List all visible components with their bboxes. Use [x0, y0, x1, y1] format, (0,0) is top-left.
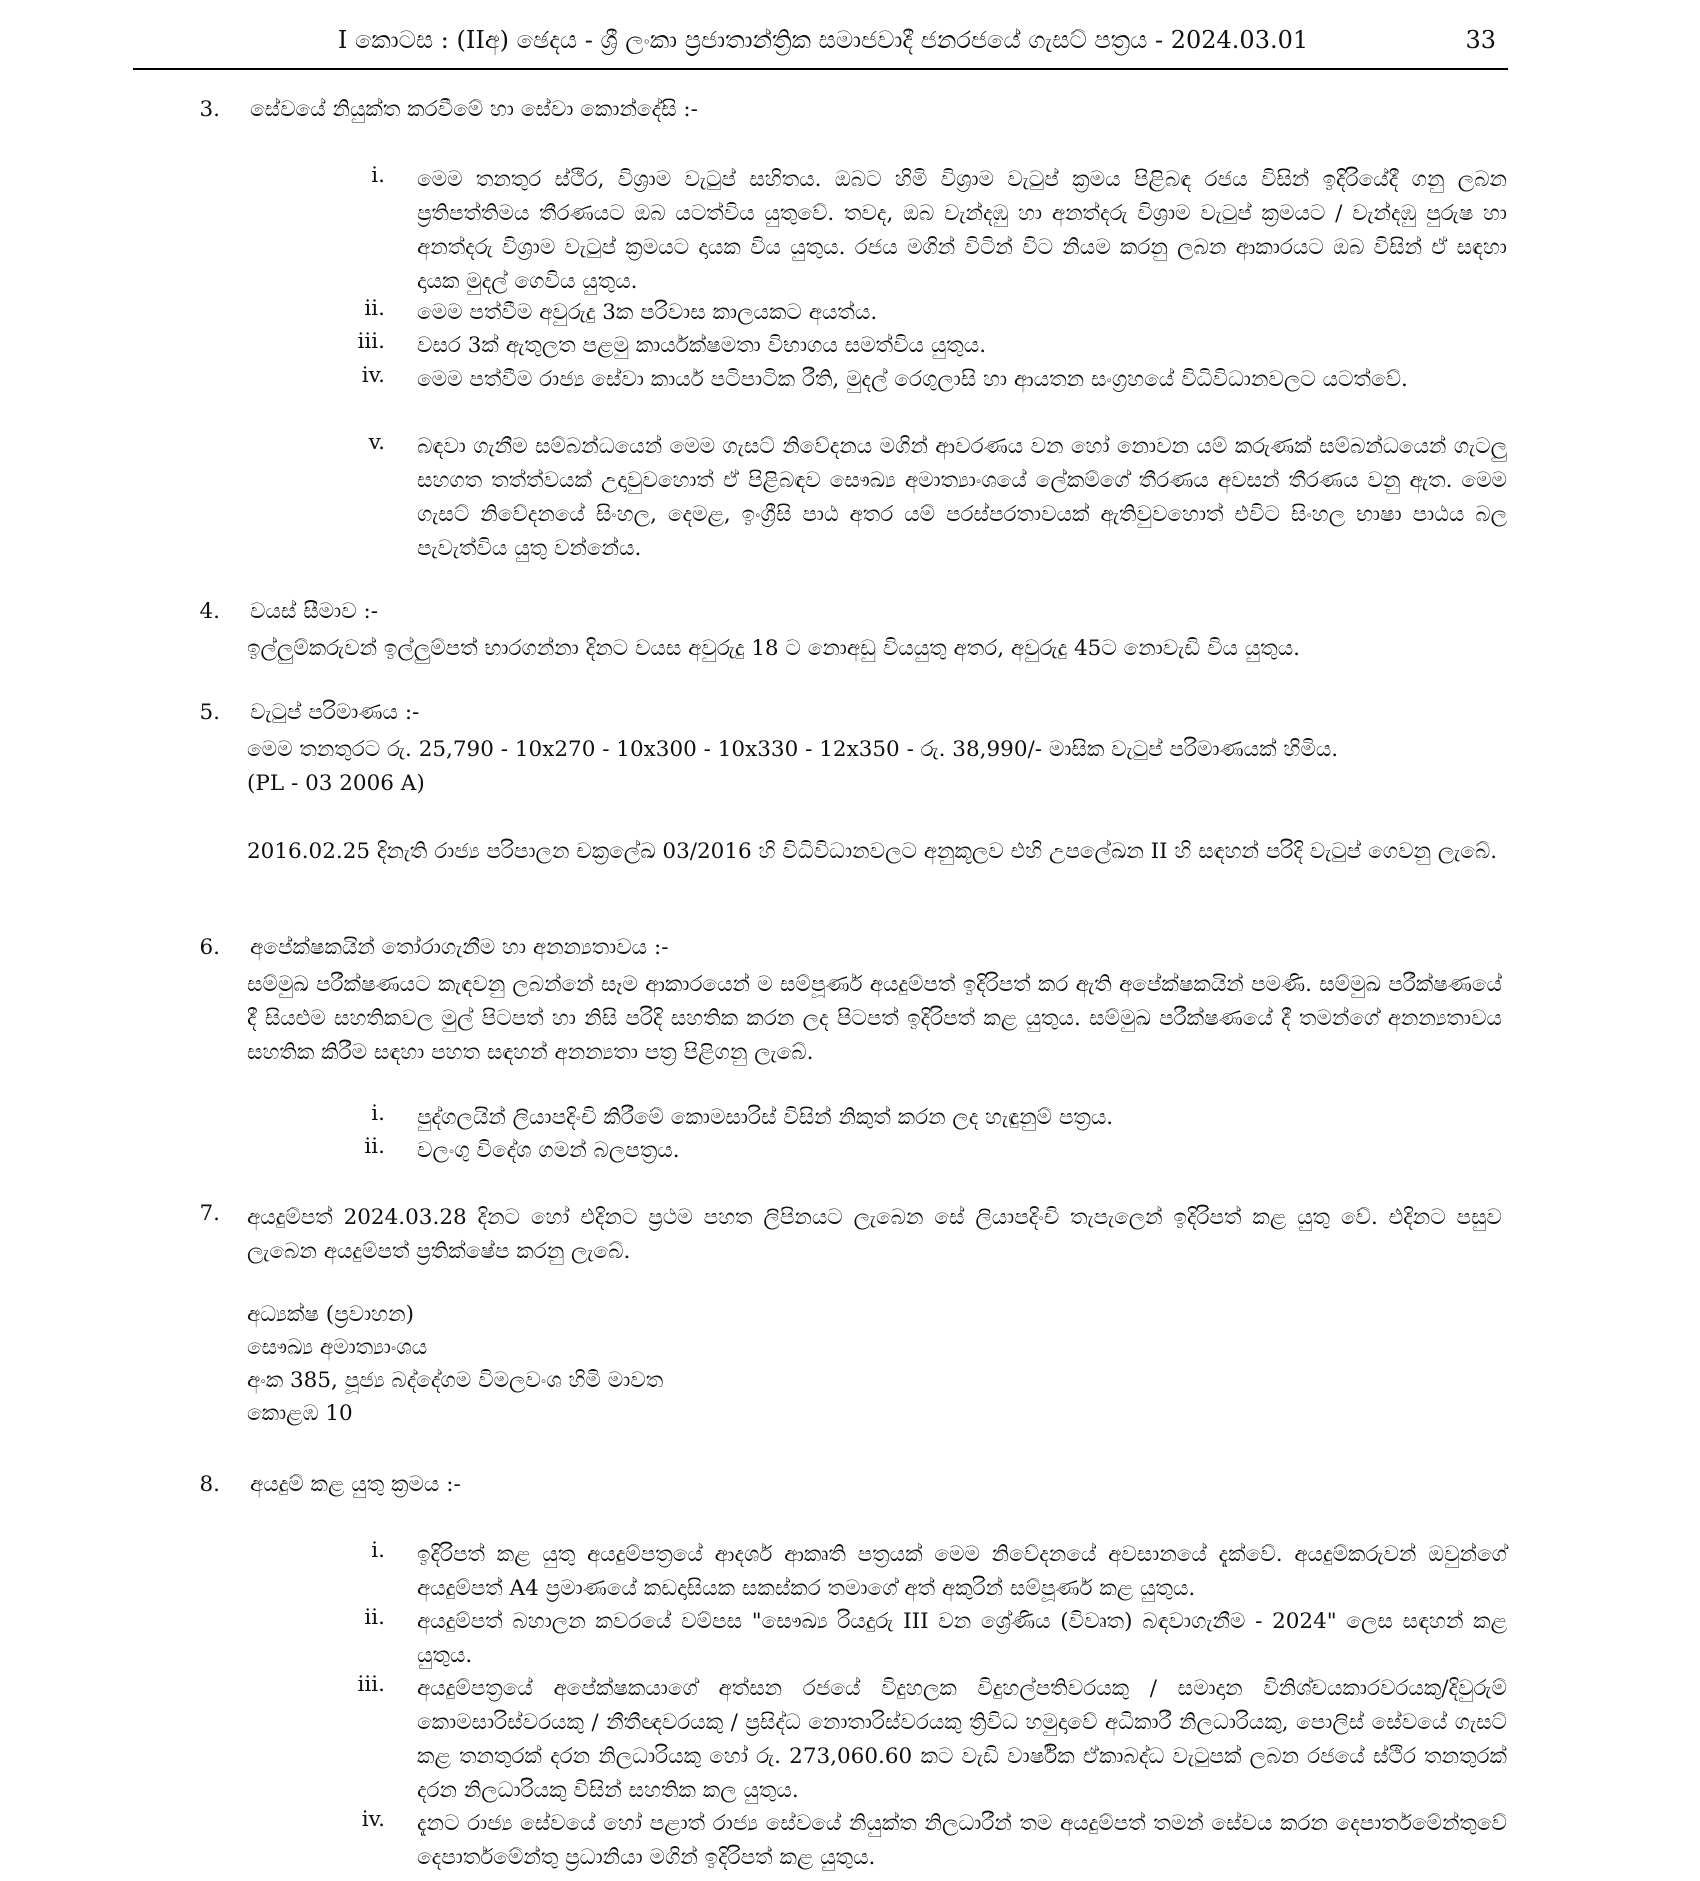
section-5	[190, 700, 1510, 900]
section-number: 5.	[199, 700, 220, 725]
address-block	[247, 1298, 1502, 1430]
page-number: 33	[1465, 26, 1496, 54]
item-numeral: iv.	[361, 363, 385, 388]
section-3	[190, 97, 1510, 567]
paragraph: (PL - 03 2006 A)	[247, 771, 425, 796]
item-numeral: iii.	[357, 1672, 385, 1697]
section-title: වැටුප් පරිමාණය :-	[250, 700, 420, 725]
address-line: කොළඹ 10	[247, 1401, 353, 1426]
item-numeral: ii.	[364, 1605, 385, 1630]
item-text: ඉදිරිපත් කළ යුතු අයදුම්පත්‍රයේ ආදර්ශ ආකෘති පත්‍රයක් මෙම නිවේදනයේ අවසානයේ දැක්වේ. අයදුම්කරුවන් ඔවුන්ගේ අයදුම්පත් A4 ප්‍රමාණයේ කඩදාසියක සකස්කර තමාගේ අත් අකුරින් සම්පූර්ණ කළ යුතුය.	[417, 1542, 1507, 1601]
item-text: වසර 3ක් ඇතුලත පළමු කාර්යක්ෂමතා විභාගය සමත්විය යුතුය.	[417, 333, 987, 358]
section-title: සේවයේ නියුක්ත කරවීමේ හා සේවා කොන්දේසි :-	[250, 97, 698, 122]
section-4	[190, 599, 1510, 669]
item-text: මෙම පත්වීම අවුරුදු 3ක පරිවාස කාලයකට අයත්ය.	[417, 300, 878, 325]
item-text: මෙම පත්වීම රාජ්‍ය සේවා කාර්ය පටිපාටික රීති, මුදල් රෙගුලාසි හා ආයතන සංග්‍රහයේ විධිවිධානවලට යටත්වේ.	[417, 367, 1408, 392]
section-number: 8.	[199, 1472, 220, 1497]
section-number: 7.	[199, 1201, 220, 1226]
paragraph: සම්මුඛ පරීක්ෂණයට කැඳවනු ලබන්නේ සෑම ආකාරයෙන් ම සම්පූර්ණ අයදුම්පත් ඉදිරිපත් කර ඇති අපේක්ෂකයින් පමණි. සම්මුඛ පරීක්ෂණයේ දී සියළුම සහතිකවල මුල් පිටපත් හා නිසි පරිදි සහතික කරන ලද පිටපත් ඉදිරිපත් කළ යුතුය. සම්මුඛ පරීක්ෂණයේ දී තමන්ගේ අනන්‍යතාවය සහතික කිරීම සඳහා පහත සඳහන් අනන්‍යතා පත්‍ර පිළිගනු ලැබේ.	[247, 972, 1502, 1065]
section-body	[247, 968, 1502, 1070]
item-numeral: ii.	[364, 1134, 385, 1159]
item-numeral: ii.	[364, 296, 385, 321]
section-7	[190, 1201, 1510, 1441]
item-numeral: i.	[371, 163, 385, 188]
item-numeral: iv.	[361, 1807, 385, 1832]
item-numeral: v.	[368, 430, 385, 455]
item-text: දැනට රාජ්‍ය සේවයේ හෝ පළාත් රාජ්‍ය සේවයේ නියුක්ත නිලධාරීන් තම අයදුම්පත් තමන් සේවය කරන දෙපාර්තමේන්තුවේ දෙපාර්තමේන්තු ප්‍රධානියා මගින් ඉදිරිපත් කළ යුතුය.	[417, 1811, 1507, 1870]
item-numeral: i.	[371, 1101, 385, 1126]
address-line: සෞඛ්‍ය අමාත්‍යාංශය	[247, 1335, 428, 1360]
page-header	[133, 22, 1508, 70]
item-numeral: i.	[371, 1538, 385, 1563]
address-line: අංක 385, පූජ්‍ය බද්දේගම විමලවංශ හිමි මාවත	[247, 1368, 664, 1393]
address-line: අධ්‍යක්ෂ (ප්‍රවාහන)	[247, 1302, 414, 1327]
gazette-header-title: I කොටස : (IIඅ) ඡෙදය - ශ්‍රී ලංකා ප්‍රජාතාන්ත්‍රික සමාජවාදී ජනරජයේ ගැසට් පත්‍රය - 2024.03.01	[337, 26, 1309, 54]
paragraph: අයදුම්පත් 2024.03.28 දිනට හෝ එදිනට ප්‍රථම පහත ලිපිනයට ලැබෙන සේ ලියාපදිංචි තැපැලෙන් ඉදිරිපත් කළ යුතු වේ. එදිනට පසුව ලැබෙන අයදුම්පත් ප්‍රතික්ෂේප කරනු ලැබේ.	[247, 1205, 1502, 1264]
section-number: 3.	[199, 97, 220, 122]
section-title: අයදුම් කළ යුතු ක්‍රමය :-	[250, 1472, 461, 1497]
section-6	[190, 935, 1510, 1175]
section-body	[247, 632, 1502, 666]
section-8	[190, 1472, 1510, 1872]
section-body	[247, 733, 1502, 869]
paragraph: 2016.02.25 දිනැති රාජ්‍ය පරිපාලන චක්‍රලේඛ 03/2016 හි විධිවිධානවලට අනුකූලව එහි උපලේඛන II හි සඳහන් පරිදි වැටුප් ගෙවනු ලැබේ.	[247, 839, 1498, 864]
paragraph: ඉල්ලුම්කරුවන් ඉල්ලුම්පත් භාරගන්නා දිනට වයස අවුරුදු 18 ට නොඅඩු වියයුතු අතර, අවුරුදු 45ට නොවැඩි විය යුතුය.	[247, 636, 1300, 661]
section-title: අපේක්ෂකයින් තෝරාගැනීම හා අනන්‍යතාවය :-	[250, 935, 669, 960]
item-numeral: iii.	[357, 329, 385, 354]
paragraph: මෙම තනතුරට රු. 25,790 - 10x270 - 10x300 - 10x330 - 12x350 - රු. 38,990/- මාසික වැටුප් පරිමාණයක් හිමිය.	[247, 737, 1339, 762]
section-number: 6.	[199, 935, 220, 960]
section-body	[247, 1201, 1502, 1269]
item-text: බඳවා ගැනීම සම්බන්ධයෙන් මෙම ගැසට් නිවේදනය මගින් ආවරණය වන හෝ නොවන යම් කරුණක් සම්බන්ධයෙන් ගැටලු සහගත තත්ත්වයක් උදාවුවහොත් ඒ පිළිබඳව සෞඛ්‍ය අමාත්‍යාංශයේ ලේකම්ගේ තීරණය අවසන් තීරණය වනු ඇත. මෙම ගැසට් නිවේදනයේ සිංහල, දෙමළ, ඉංග්‍රීසි පාඨ අතර යම් පරස්පරතාවයක් ඇතිවුවහොත් එවිට සිංහල භාෂා පාඨය බල පැවැත්විය යුතු වන්නේය.	[417, 434, 1507, 561]
section-number: 4.	[199, 599, 220, 624]
item-text: මෙම තනතුර ස්ථිර, විශ්‍රාම වැටුප් සහිතය. ඔබට හිමි විශ්‍රාම වැටුප් ක්‍රමය පිළිබඳ රජය විසින් ඉදිරියේදී ගනු ලබන ප්‍රතිපත්තිමය තීරණයට ඔබ යටත්විය යුතුවේ. තවද, ඔබ වැන්දඹු හා අනත්දරු විශ්‍රාම වැටුප් ක්‍රමයට / වැන්දඹු පුරුෂ හා අනත්දරු විශ්‍රාම වැටුප් ක්‍රමයට දායක විය යුතුය. රජය මගින් විටින් විට නියම කරනු ලබන ආකාරයට ඔබ විසින් ඒ සඳහා දායක මුදල් ගෙවිය යුතුය.	[417, 167, 1507, 294]
item-text: අයදුම්පත්‍රයේ අපේක්ෂකයාගේ අත්සන රජයේ විදුහලක විදුහල්පතිවරයකු / සමාදාන විනිශ්චයකාරවරයකු/දිවුරුම් කොමසාරිස්වරයකු / නීතීඥවරයකු / ප්‍රසිද්ධ නොතාරිස්වරයකු ත්‍රිවිධ හමුදාවේ අධිකාරී නිලධාරියකු, පොලිස් සේවයේ ගැසට් කළ තනතුරක් දරන නිලධාරියකු හෝ රු. 273,060.60 කට වැඩි වාර්ෂික ඒකාබද්ධ වැටුපක් ලබන රජයේ ස්ථිර තනතුරක් දරන නිලධාරියකු විසින් සහතික කල යුතුය.	[417, 1676, 1507, 1803]
section-title: වයස් සීමාව :-	[250, 599, 379, 624]
item-text: අයදුම්පත් බහාලන කවරයේ වම්පස "සෞඛ්‍ය රියදුරු III වන ශ්‍රේණිය (විවෘත) බඳවාගැනීම - 2024" ලෙස සඳහන් කළ යුතුය.	[417, 1609, 1507, 1668]
item-text: වලංගු විදේශ ගමන් බලපත්‍රය.	[417, 1138, 680, 1163]
item-text: පුද්ගලයින් ලියාපදිංචි කිරීමේ කොමසාරිස් විසින් නිකුත් කරන ලද හැඳුනුම් පත්‍රය.	[417, 1105, 1114, 1130]
